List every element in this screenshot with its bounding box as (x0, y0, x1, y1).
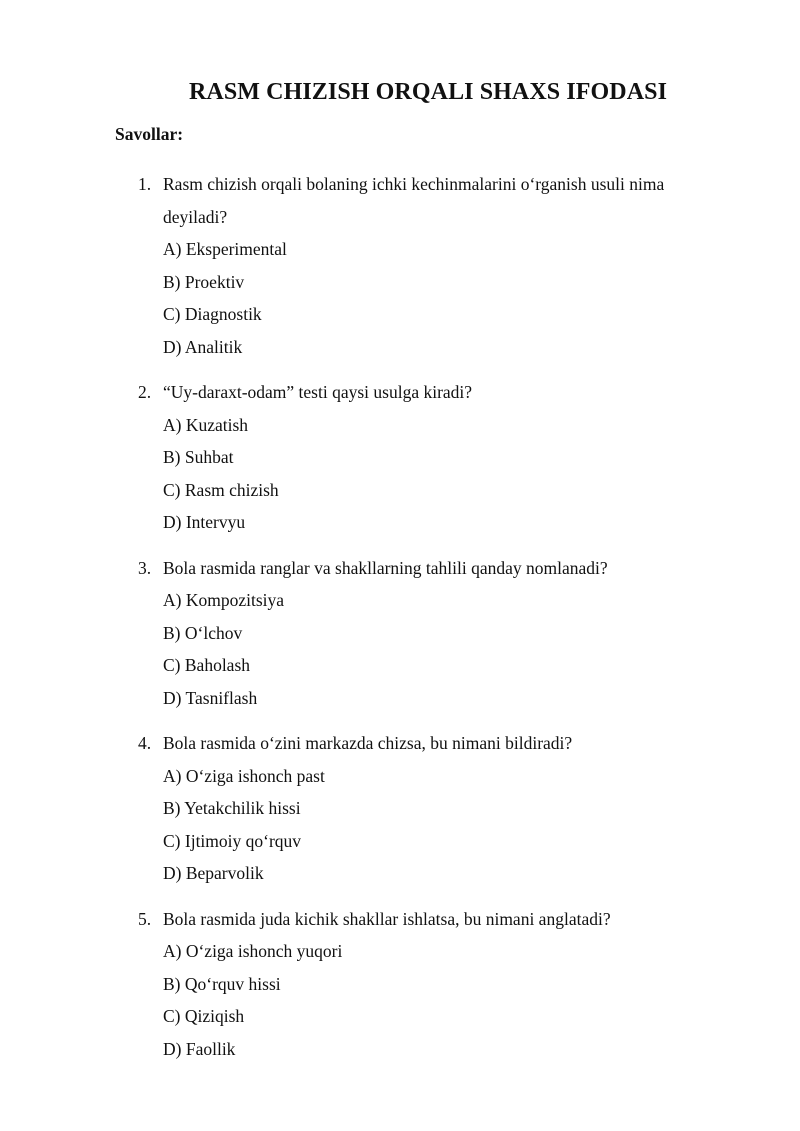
question-number: 1. (138, 174, 152, 194)
answer-option: D) Faollik (163, 1038, 236, 1059)
answer-option: B) Qo‘rquv hissi (163, 973, 281, 994)
answer-options (163, 233, 708, 363)
question-item (115, 727, 708, 890)
answer-option: C) Qiziqish (163, 1006, 245, 1026)
answer-option: A) Kuzatish (163, 414, 249, 435)
question-item (115, 376, 708, 539)
answer-options (163, 584, 708, 714)
answer-option: A) O‘ziga ishonch yuqori (163, 941, 343, 961)
answer-option: C) Diagnostik (163, 304, 262, 324)
answer-option: A) O‘ziga ishonch past (163, 765, 325, 786)
question-text: Rasm chizish orqali bolaning ichki kechinmalarini o‘rganish usuli nima deyiladi? (163, 174, 665, 227)
section-heading: Savollar: (115, 124, 184, 144)
question-list (115, 168, 708, 1065)
answer-option: C) Ijtimoiy qo‘rquv (163, 830, 302, 851)
answer-option: C) Rasm chizish (163, 479, 279, 500)
answer-option: D) Analitik (163, 336, 243, 357)
question-number: 3. (138, 557, 152, 578)
answer-option: B) Proektiv (163, 271, 245, 292)
answer-options (163, 409, 708, 539)
answer-option: A) Eksperimental (163, 239, 287, 259)
question-text: Bola rasmida o‘zini markazda chizsa, bu nimani bildiradi? (163, 733, 573, 753)
answer-options (163, 760, 708, 890)
question-item (115, 903, 708, 1066)
answer-option: A) Kompozitsiya (163, 590, 285, 610)
question-number: 2. (138, 382, 152, 402)
answer-option: D) Intervyu (163, 512, 246, 532)
answer-option: B) Yetakchilik hissi (163, 798, 301, 818)
question-number: 5. (138, 908, 152, 929)
answer-options (163, 935, 708, 1065)
question-text: “Uy-daraxt-odam” testi qaysi usulga kiradi? (163, 382, 473, 402)
answer-option: B) Suhbat (163, 447, 234, 467)
question-text: Bola rasmida juda kichik shakllar ishlatsa, bu nimani anglatadi? (163, 908, 611, 929)
document-title: RASM CHIZISH ORQALI SHAXS IFODASI (189, 79, 668, 105)
question-number: 4. (138, 733, 152, 753)
answer-option: D) Tasniflash (163, 687, 258, 708)
question-text: Bola rasmida ranglar va shakllarning tahlili qanday nomlanadi? (163, 557, 608, 578)
answer-option: C) Baholash (163, 655, 251, 675)
question-item (115, 552, 708, 715)
answer-option: B) O‘lchov (163, 622, 243, 643)
answer-option: D) Beparvolik (163, 863, 264, 883)
question-item (115, 168, 708, 363)
